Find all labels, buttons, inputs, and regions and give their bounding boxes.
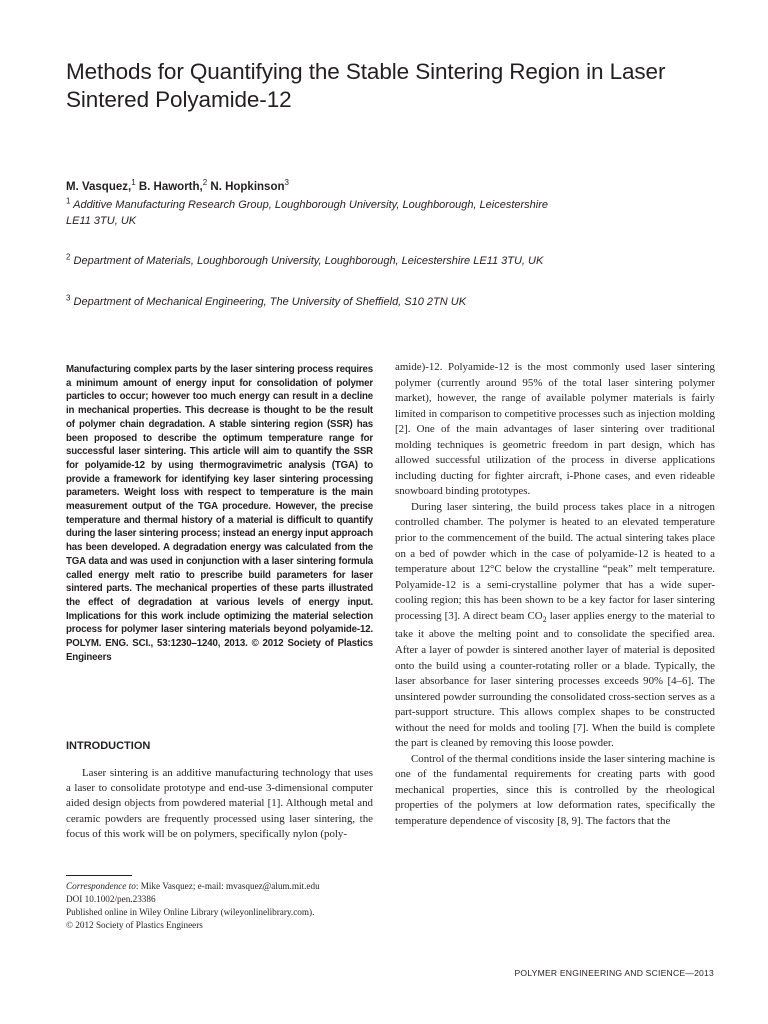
author-affiliation-mark: 2 <box>202 178 208 188</box>
body-paragraph-2 <box>395 500 715 752</box>
body-paragraph-3: Control of the thermal conditions inside the laser sintering machine is one of the fundamental requirements for creating parts with good mechanical properties, since this is controlled by the rheological properties of the polymers at low deformation rates, specifically the temperature dependence of viscosity [8, 9]. The factors that the <box>395 752 715 828</box>
footnote <box>66 880 386 932</box>
abstract: Manufacturing complex parts by the laser sintering process requires a minimum amount of energy input for consolidation of polymer particles to occur; however too much energy can result in a decline in mechanical properties. This decrease is thought to be the result of polymer chain degradation. A stable sintering region (SSR) has been proposed to describe the optimum temperature range for successful laser sintering. This article will aim to quantify the SSR for polyamide-12 by using thermogravimetric analysis (TGA) to provide a framework for identifying key laser sintering processing parameters. Weight loss with respect to temperature is the main measurement output of the TGA procedure. However, the precise temperature and thermal history of a material is difficult to quantify during the laser sintering process; instead an energy input approach has been developed. A degradation energy was calculated from the TGA data and was used in conjunction with a laser sintering formula called energy melt ratio to prescribe build parameters for laser sintered parts. The mechanical properties of these parts illustrated the effect of degradation at various levels of energy input. Implications for this work include optimizing the material selection process for polymer laser sintering materials beyond polyamide-12. POLYM. ENG. SCI., 53:1230–1240, 2013. © 2012 Society of Plastics Engineers <box>66 364 373 663</box>
affiliation-text: Department of Materials, Loughborough University, Loughborough, Leicestershire LE11 3TU, UK <box>73 255 544 267</box>
paragraph-text: laser applies energy to the material to take it above the melting point and to consolidate the specified area. After a layer of powder is sintered another layer of material is deposited onto the build using a counter-rotating roller or a blade. Typically, the laser absorbance for laser sintering processes exceeds 90% [4–6]. The unsintered powder surrounding the consolidated cross-section serves as a part-support structure. This allows complex shapes to be constructed without the need for molds and tooling [7]. When the build is complete the part is cleaned by removing this loose powder. <box>395 609 715 750</box>
affiliation-text: Additive Manufacturing Research Group, Loughborough University, Loughborough, Leicestershire LE11 3TU, UK <box>66 199 549 227</box>
affiliation-text: Department of Mechanical Engineering, The University of Sheffield, S10 2TN UK <box>73 296 467 308</box>
introduction-paragraph: Laser sintering is an additive manufacturing technology that uses a laser to consolidate prototype and end-use 3-dimensional computer aided design objects from powdered material [1]. Although metal and ceramic powders are frequently processed using laser sintering, the focus of this work will be on polymers, specifically nylon (poly- <box>66 767 373 840</box>
affiliation-number: 2 <box>66 252 71 262</box>
author-name: N. Hopkinson <box>207 181 285 193</box>
paper-title: Methods for Quantifying the Stable Sintering Region in Laser Sintered Polyamide-12 <box>66 59 666 112</box>
section-heading-introduction: INTRODUCTION <box>66 740 151 752</box>
author-affiliation-mark: 3 <box>284 178 289 188</box>
copyright-line: © 2012 Society of Plastics Engineers <box>66 920 203 930</box>
correspondence-label: Correspondence to <box>66 881 136 891</box>
published-line: Published online in Wiley Online Library (wileyonlinelibrary.com). <box>66 907 315 917</box>
author-name: B. Haworth, <box>135 181 203 193</box>
right-column <box>395 360 715 830</box>
footnote-divider <box>66 875 132 876</box>
subscript: 2 <box>542 614 547 624</box>
author-affiliation-mark: 1 <box>131 178 136 188</box>
body-paragraph-1: amide)-12. Polyamide-12 is the most commonly used laser sintering polymer (currently around 95% of the total laser sintering polymer market), however, the range of available polymer materials is fairly limited in comparison to competitive processes such as injection molding [2]. One of the main advantages of laser sintering over traditional molding techniques is geometric freedom in part design, which has allowed successful utilization of the process in diverse applications including ducting for fighter aircraft, i-Phone cases, and even rideable snowboard binding prototypes. <box>395 361 715 498</box>
author-list <box>66 178 289 193</box>
running-footer: POLYMER ENGINEERING AND SCIENCE—2013 <box>514 968 714 978</box>
correspondence-text: : Mike Vasquez; e-mail: mvasquez@alum.mit.edu <box>135 881 320 891</box>
paragraph-text: During laser sintering, the build process takes place in a nitrogen controlled chamber. The polymer is heated to an elevated temperature prior to the commencement of the build. The actual sintering takes place on a bed of powder which in the case of polyamide-12 is heated to a temperature about 12°C below the crystalline “peak” melt temperature. Polyamide-12 is a semi-crystalline polymer that has a wide super-cooling region; this has been shown to be a key factor for laser sintering processing [3]. A direct beam CO <box>395 500 715 622</box>
affiliation-number: 1 <box>66 196 71 206</box>
author-name: M. Vasquez, <box>66 181 132 193</box>
affiliation-3 <box>66 294 706 310</box>
doi-line: DOI 10.1002/pen.23386 <box>66 894 156 904</box>
affiliation-2 <box>66 253 706 269</box>
affiliation-1 <box>66 197 566 229</box>
affiliation-number: 3 <box>66 293 71 303</box>
